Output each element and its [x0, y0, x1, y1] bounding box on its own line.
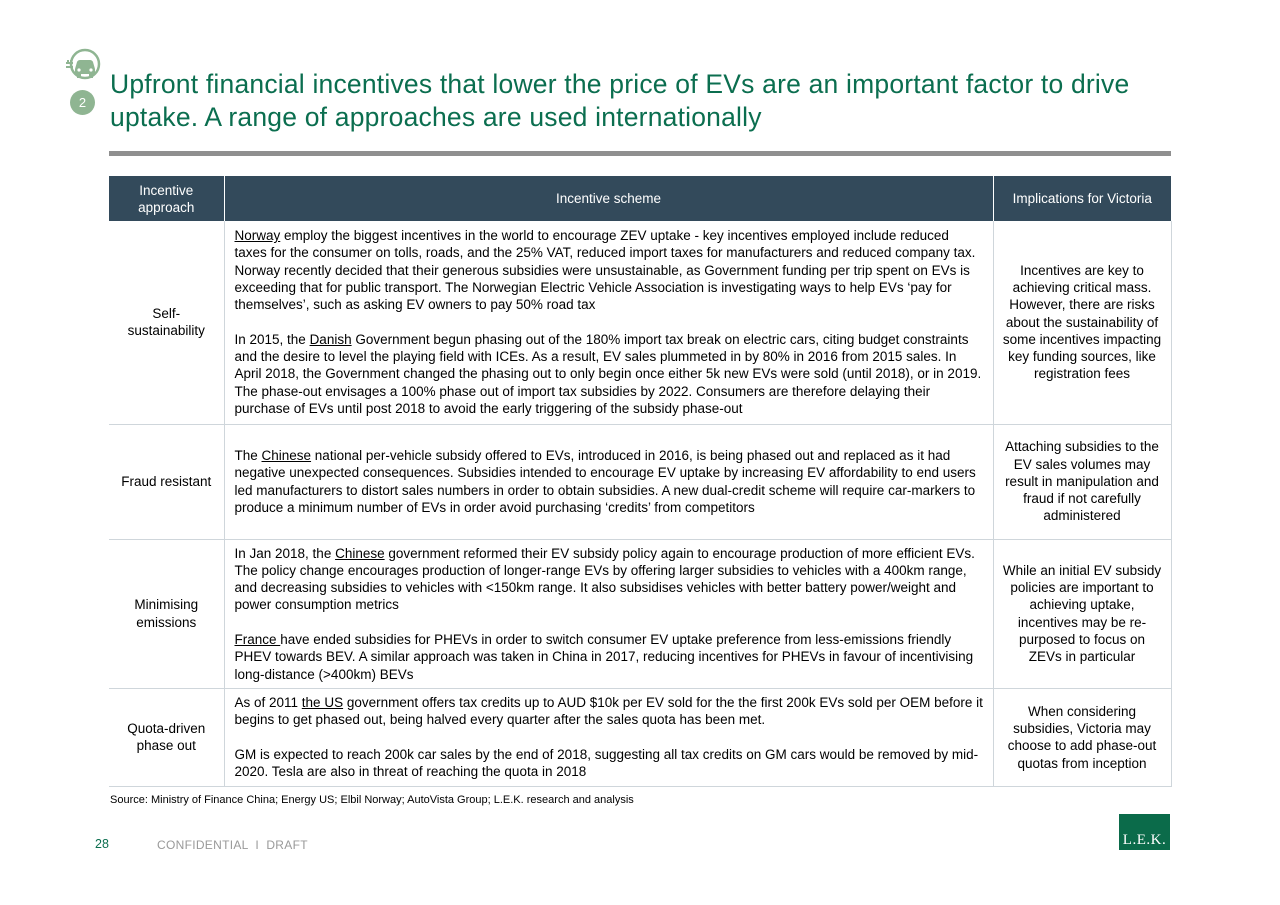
- confidential-label: CONFIDENTIAL I DRAFT: [157, 838, 308, 852]
- implications-cell: When considering subsidies, Victoria may choose to add phase-out quotas from inception: [993, 688, 1171, 786]
- scheme-paragraph: [235, 331, 985, 417]
- page-number: 28: [95, 837, 109, 851]
- source-note: Source: Ministry of Finance China; Energy US; Elbil Norway; AutoVista Group; L.E.K. research and analysis: [110, 794, 634, 806]
- table-row: [109, 221, 1171, 424]
- table-row: [109, 539, 1171, 688]
- approach-cell: Minimising emissions: [109, 539, 224, 688]
- scheme-cell: [224, 539, 993, 688]
- paragraph-text: government offers tax credits up to AUD $10k per EV sold for the the first 200k EVs sold per OEM before it begins to get phased out, being halved every quarter after the sales quota has been met.: [234, 695, 983, 728]
- scheme-paragraph: [235, 631, 985, 683]
- country-link[interactable]: the US: [301, 695, 344, 711]
- lek-logo: L.E.K.: [1119, 814, 1170, 850]
- paragraph-text: In Jan 2018, the: [234, 545, 336, 561]
- ev-charging-car-icon: [64, 47, 102, 85]
- page-title: Upfront financial incentives that lower the price of EVs are an important factor to drive uptake. A range of approaches are used internationally: [110, 69, 1130, 132]
- scheme-cell: [224, 221, 993, 424]
- incentives-table: [109, 176, 1172, 787]
- paragraph-text: have ended subsidies for PHEVs in order to switch consumer EV uptake preference from less-emissions friendly PHEV towards BEV. A similar approach was taken in China in 2017, reducing incentives for PHEVs in favour of incentivising long-distance (>400km) BEVs: [234, 631, 974, 682]
- table-row: [109, 688, 1171, 786]
- paragraph-text: employ the biggest incentives in the world to encourage ZEV uptake - key incentives employed include reduced taxes for the consumer on tolls, roads, and the 25% VAT, reduced import taxes for manufacturers and reduced company tax. Norway recently decided that their generous subsidies were unsustainable, as Government funding per trip spent on EVs is exceeding that for public transport. The Norwegian Electric Vehicle Association is investigating ways to help EVs ‘pay for themselves’, such as asking EV owners to pay 50% road tax: [234, 228, 976, 313]
- paragraph-text: In 2015, the: [234, 331, 310, 347]
- approach-cell: Self-sustainability: [109, 221, 224, 424]
- country-link[interactable]: France: [234, 631, 281, 647]
- paragraph-text: national per-vehicle subsidy offered to EVs, introduced in 2016, is being phased out and replaced as it had negative unexpected consequences. Subsidies intended to encourage EV uptake by increasing EV affordability to end users led manufacturers to distort sales numbers in order to obtain subsidies. A new dual-credit scheme will require car-markers to produce a minimum number of EVs in order avoid purchasing ‘credits’ from competitors: [234, 447, 976, 515]
- table-header-row: [109, 176, 1171, 221]
- implications-cell: Attaching subsidies to the EV sales volumes may result in manipulation and fraud if not carefully administered: [993, 424, 1171, 539]
- implications-cell: Incentives are key to achieving critical mass. However, there are risks about the sustainability of some incentives impacting key funding sources, like registration fees: [993, 221, 1171, 424]
- country-link[interactable]: Danish: [309, 331, 352, 347]
- scheme-paragraph: [235, 545, 985, 614]
- scheme-paragraph: [235, 694, 985, 729]
- table-row: [109, 424, 1171, 539]
- scheme-cell: [224, 688, 993, 786]
- paragraph-text: GM is expected to reach 200k car sales by the end of 2018, suggesting all tax credits on GM cars would be removed by mid-2020. Tesla are also in threat of reaching the quota in 2018: [234, 747, 979, 780]
- scheme-paragraph: [235, 746, 985, 781]
- title-divider: [109, 151, 1171, 156]
- paragraph-text: Government begun phasing out of the 180% import tax break on electric cars, citing budget constraints and the desire to level the playing field with ICEs. As a result, EV sales plummeted in by 80% in 2016 from 2015 sales. In April 2018, the Government changed the phasing out to only begin once either 5k new EVs were sold (until 2018), or in 2019. The phase-out envisages a 100% phase out of import tax subsidies by 2022. Consumers are therefore delaying their purchase of EVs until post 2018 to avoid the early triggering of the subsidy phase-out: [234, 331, 982, 417]
- approach-cell: Fraud resistant: [109, 424, 224, 539]
- scheme-paragraph: [235, 447, 985, 516]
- implications-cell: While an initial EV subsidy policies are important to achieving uptake, incentives may be re-purposed to focus on ZEVs in particular: [993, 539, 1171, 688]
- country-link[interactable]: Norway: [234, 228, 281, 244]
- scheme-cell: [224, 424, 993, 539]
- paragraph-text: As of 2011: [234, 695, 302, 711]
- section-number-badge: 2: [70, 90, 95, 115]
- paragraph-text: government reformed their EV subsidy policy again to encourage production of more efficient EVs. The policy change encourages production of longer-range EVs by offering larger subsidies to vehicles with a 400km range, and decreasing subsidies to vehicles with <150km range. It also subsidises vehicles with better battery power/weight and power consumption metrics: [234, 545, 975, 613]
- header-implications: Implications for Victoria: [993, 176, 1171, 221]
- header-incentive-approach: Incentive approach: [109, 176, 224, 221]
- header-incentive-scheme: Incentive scheme: [224, 176, 993, 221]
- paragraph-text: The: [234, 447, 262, 463]
- approach-cell: Quota-driven phase out: [109, 688, 224, 786]
- country-link[interactable]: Chinese: [261, 447, 312, 463]
- country-link[interactable]: Chinese: [335, 545, 385, 561]
- scheme-paragraph: [235, 227, 985, 313]
